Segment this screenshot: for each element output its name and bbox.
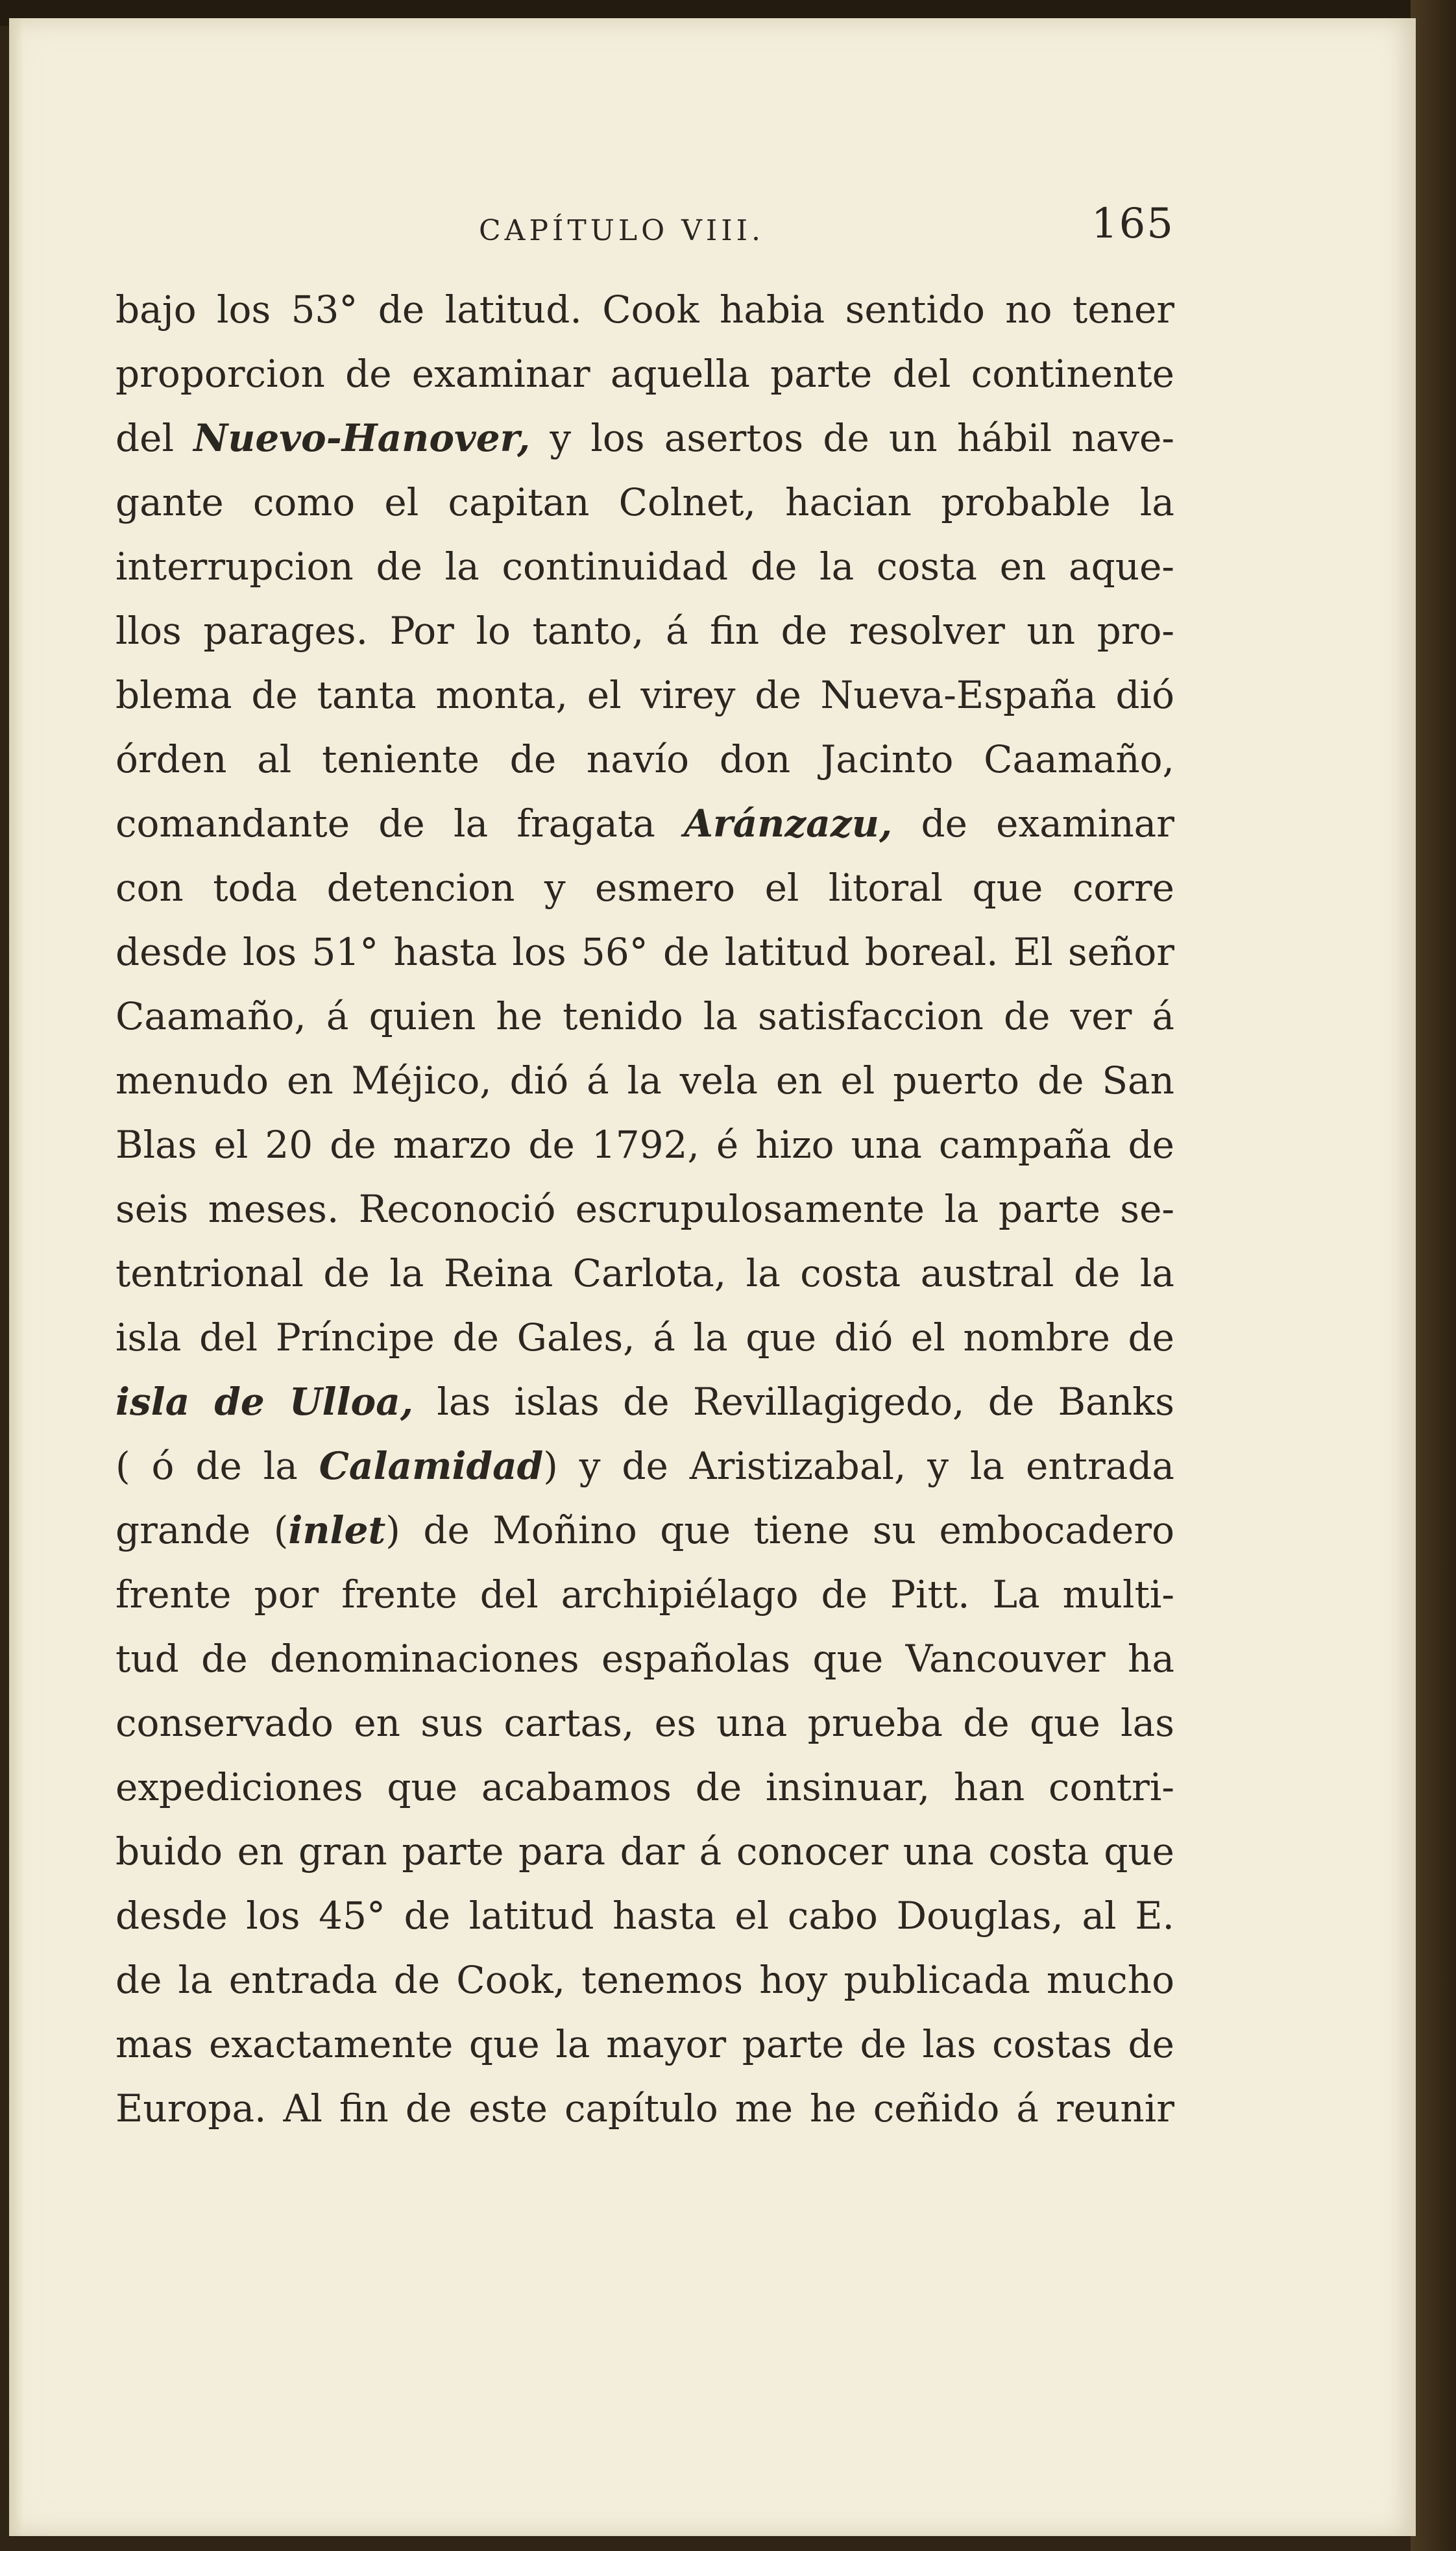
text-segment: Blas el 20 de marzo de 1792, é hizo una campaña de — [115, 1123, 1174, 1167]
text-line — [115, 984, 1174, 1049]
text-line — [115, 599, 1174, 663]
text-line — [115, 1691, 1174, 1755]
text-line — [115, 920, 1174, 984]
text-line — [115, 470, 1174, 535]
text-segment: desde los 51° hasta los 56° de latitud boreal. El señor — [115, 930, 1174, 974]
text-segment: órden al teniente de navío don Jacinto Caamaño, — [115, 737, 1174, 781]
text-segment: expediciones que acabamos de insinuar, han contri- — [115, 1765, 1174, 1809]
text-segment: y los asertos de un hábil nave- — [530, 416, 1174, 460]
text-line — [115, 1498, 1174, 1563]
text-line — [115, 406, 1174, 470]
text-segment: del — [115, 416, 194, 460]
italic-text-segment: Aránzazu, — [684, 801, 893, 846]
text-segment: ) y de Aristizabal, y la entrada — [543, 1444, 1174, 1488]
body-text — [115, 278, 1174, 2141]
text-segment: tentrional de la Reina Carlota, la costa austral de la — [115, 1251, 1174, 1295]
italic-text-segment: inlet — [288, 1508, 386, 1552]
text-line — [115, 1113, 1174, 1177]
text-segment: comandante de la fragata — [115, 801, 685, 846]
text-line — [115, 792, 1174, 856]
text-line — [115, 1948, 1174, 2012]
italic-text-segment: Calamidad — [319, 1444, 544, 1488]
text-segment: interrupcion de la continuidad de la costa en aque- — [115, 544, 1174, 589]
text-line — [115, 1306, 1174, 1370]
text-segment: desde los 45° de latitud hasta el cabo Douglas, al E. — [115, 1894, 1174, 1938]
text-line — [115, 278, 1174, 342]
text-line — [115, 1820, 1174, 1884]
text-segment: ( ó de la — [115, 1444, 319, 1488]
text-line — [115, 856, 1174, 920]
text-segment: frente por frente del archipiélago de Pitt. La multi- — [115, 1572, 1174, 1617]
text-line — [115, 342, 1174, 406]
book-binding-edge — [1411, 0, 1456, 2551]
text-segment: tud de denominaciones españolas que Vancouver ha — [115, 1637, 1174, 1681]
text-segment: las islas de Revillagigedo, de Banks — [413, 1380, 1174, 1424]
text-segment: bajo los 53° de latitud. Cook habia sentido no tener — [115, 287, 1174, 332]
text-line — [115, 1434, 1174, 1498]
text-segment: isla del Príncipe de Gales, á la que dió el nombre de — [115, 1315, 1174, 1360]
text-segment: blema de tanta monta, el virey de Nueva-España dió — [115, 673, 1174, 717]
text-line — [115, 727, 1174, 792]
text-segment: seis meses. Reconoció escrupulosamente la parte se- — [115, 1187, 1174, 1231]
text-segment: conservado en sus cartas, es una prueba de que las — [115, 1701, 1174, 1745]
text-line — [115, 1563, 1174, 1627]
text-segment: llos parages. Por lo tanto, á fin de resolver un pro- — [115, 609, 1174, 653]
text-line — [115, 1627, 1174, 1691]
text-segment: gante como el capitan Colnet, hacian probable la — [115, 480, 1174, 524]
text-segment: mas exactamente que la mayor parte de las costas de — [115, 2022, 1174, 2066]
text-segment: proporcion de examinar aquella parte del continente — [115, 352, 1174, 396]
text-segment: de la entrada de Cook, tenemos hoy publicada mucho — [115, 1958, 1174, 2002]
text-line — [115, 1177, 1174, 1241]
text-segment: buido en gran parte para dar á conocer una costa que — [115, 1829, 1174, 1874]
text-segment: de examinar — [892, 801, 1174, 846]
text-line — [115, 535, 1174, 599]
text-line — [115, 2012, 1174, 2077]
text-line — [115, 1884, 1174, 1948]
italic-text-segment: Nuevo-Hanover, — [193, 416, 531, 460]
text-line — [115, 2077, 1174, 2141]
chapter-title: CAPÍTULO VIII. — [479, 214, 765, 247]
page-number: 165 — [1091, 200, 1174, 248]
text-segment: con toda detencion y esmero el litoral que corre — [115, 866, 1174, 910]
running-head — [115, 195, 1174, 266]
text-line — [115, 1241, 1174, 1306]
text-segment: ) de Moñino que tiene su embocadero — [385, 1508, 1174, 1552]
italic-text-segment: isla de Ulloa, — [115, 1380, 414, 1424]
text-line — [115, 663, 1174, 727]
text-line — [115, 1370, 1174, 1434]
text-segment: Europa. Al fin de este capítulo me he ceñido á reunir — [115, 2086, 1174, 2130]
text-line — [115, 1755, 1174, 1820]
text-line — [115, 1049, 1174, 1113]
page-gutter-shadow — [9, 18, 23, 2536]
text-segment: Caamaño, á quien he tenido la satisfaccion de ver á — [115, 994, 1174, 1038]
text-segment: grande ( — [115, 1508, 289, 1552]
text-segment: menudo en Méjico, dió á la vela en el puerto de San — [115, 1058, 1174, 1103]
